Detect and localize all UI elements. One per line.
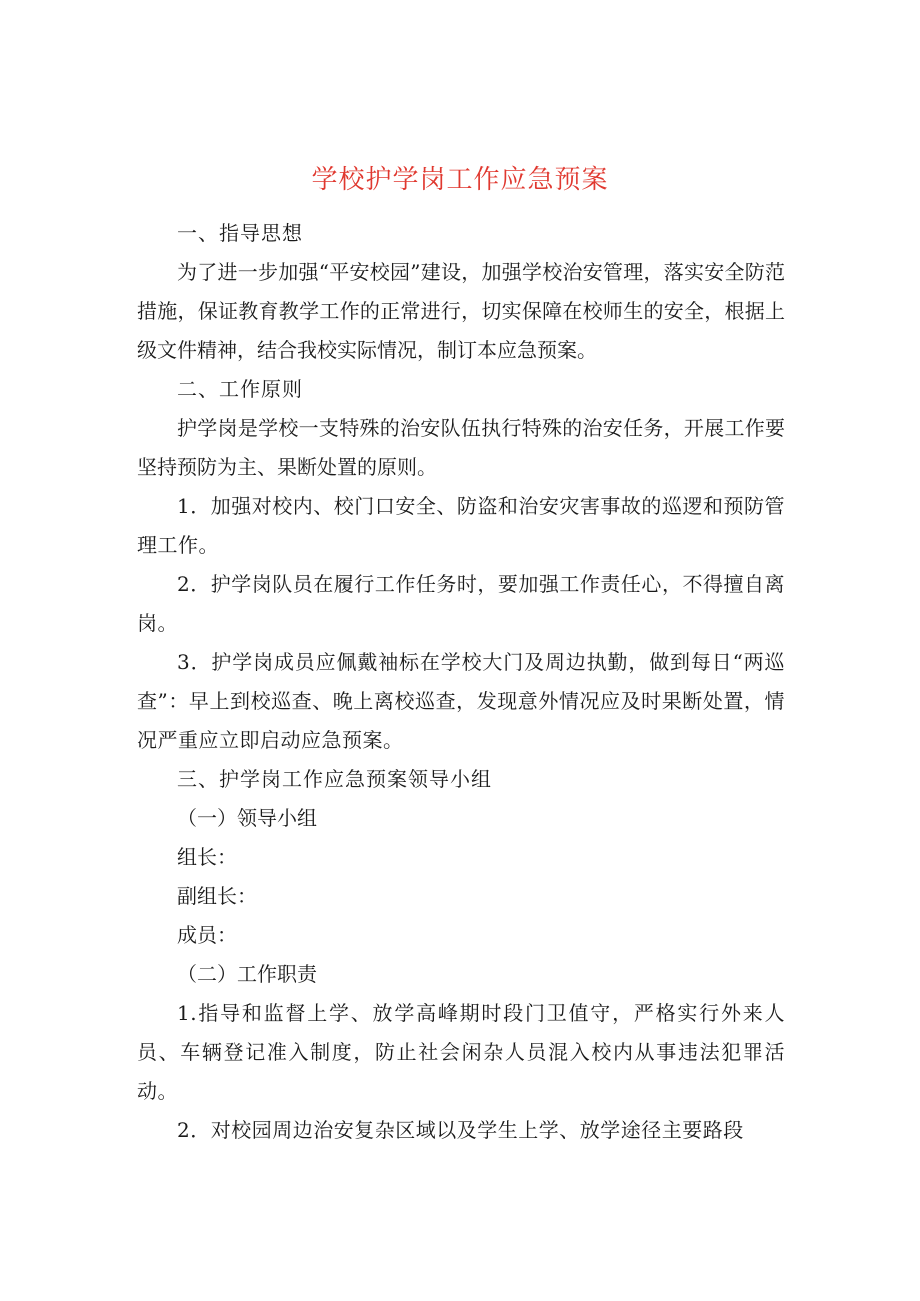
principle-item-1: 1．加强对校内、校门口安全、防盗和治安灾害事故的巡逻和预防管理工作。 <box>137 494 785 557</box>
section-heading-guiding-ideology: 一、指导思想 <box>177 221 303 245</box>
document-body <box>137 214 785 1150</box>
section-heading-leadership-group: 三、护学岗工作应急预案领导小组 <box>177 767 492 791</box>
deputy-leader-line: 副组长： <box>177 884 257 908</box>
subsection-heading-duties: （二）工作职责 <box>177 962 317 986</box>
duty-item-1: 1.指导和监督上学、放学高峰期时段门卫值守，严格实行外来人员、车辆登记准入制度，防止社会闲杂人员混入校内从事违法犯罪活动。 <box>137 1001 785 1103</box>
principle-item-2: 2．护学岗队员在履行工作任务时，要加强工作责任心，不得擅自离岗。 <box>137 572 785 635</box>
section-heading-work-principles: 二、工作原则 <box>177 377 303 401</box>
document-title: 学校护学岗工作应急预案 <box>311 165 609 195</box>
paragraph-purpose: 为了进一步加强“平安校园”建设，加强学校治安管理，落实安全防范措施，保证教育教学工作的正常进行，切实保障在校师生的安全，根据上级文件精神，结合我校实际情况，制订本应急预案。 <box>137 260 785 362</box>
principle-item-3: 3．护学岗成员应佩戴袖标在学校大门及周边执勤，做到每日“两巡查”：早上到校巡查、晚上离校巡查，发现意外情况应及时果断处置，情况严重应立即启动应急预案。 <box>137 650 785 752</box>
members-line: 成员： <box>177 923 237 947</box>
group-leader-line: 组长： <box>177 845 237 869</box>
duty-item-2: 2．对校园周边治安复杂区域以及学生上学、放学途径主要路段 <box>177 1118 744 1142</box>
paragraph-principles-intro: 护学岗是学校一支特殊的治安队伍执行特殊的治安任务，开展工作要坚持预防为主、果断处置的原则。 <box>137 416 785 479</box>
subsection-heading-leadership-group: （一）领导小组 <box>177 806 317 830</box>
